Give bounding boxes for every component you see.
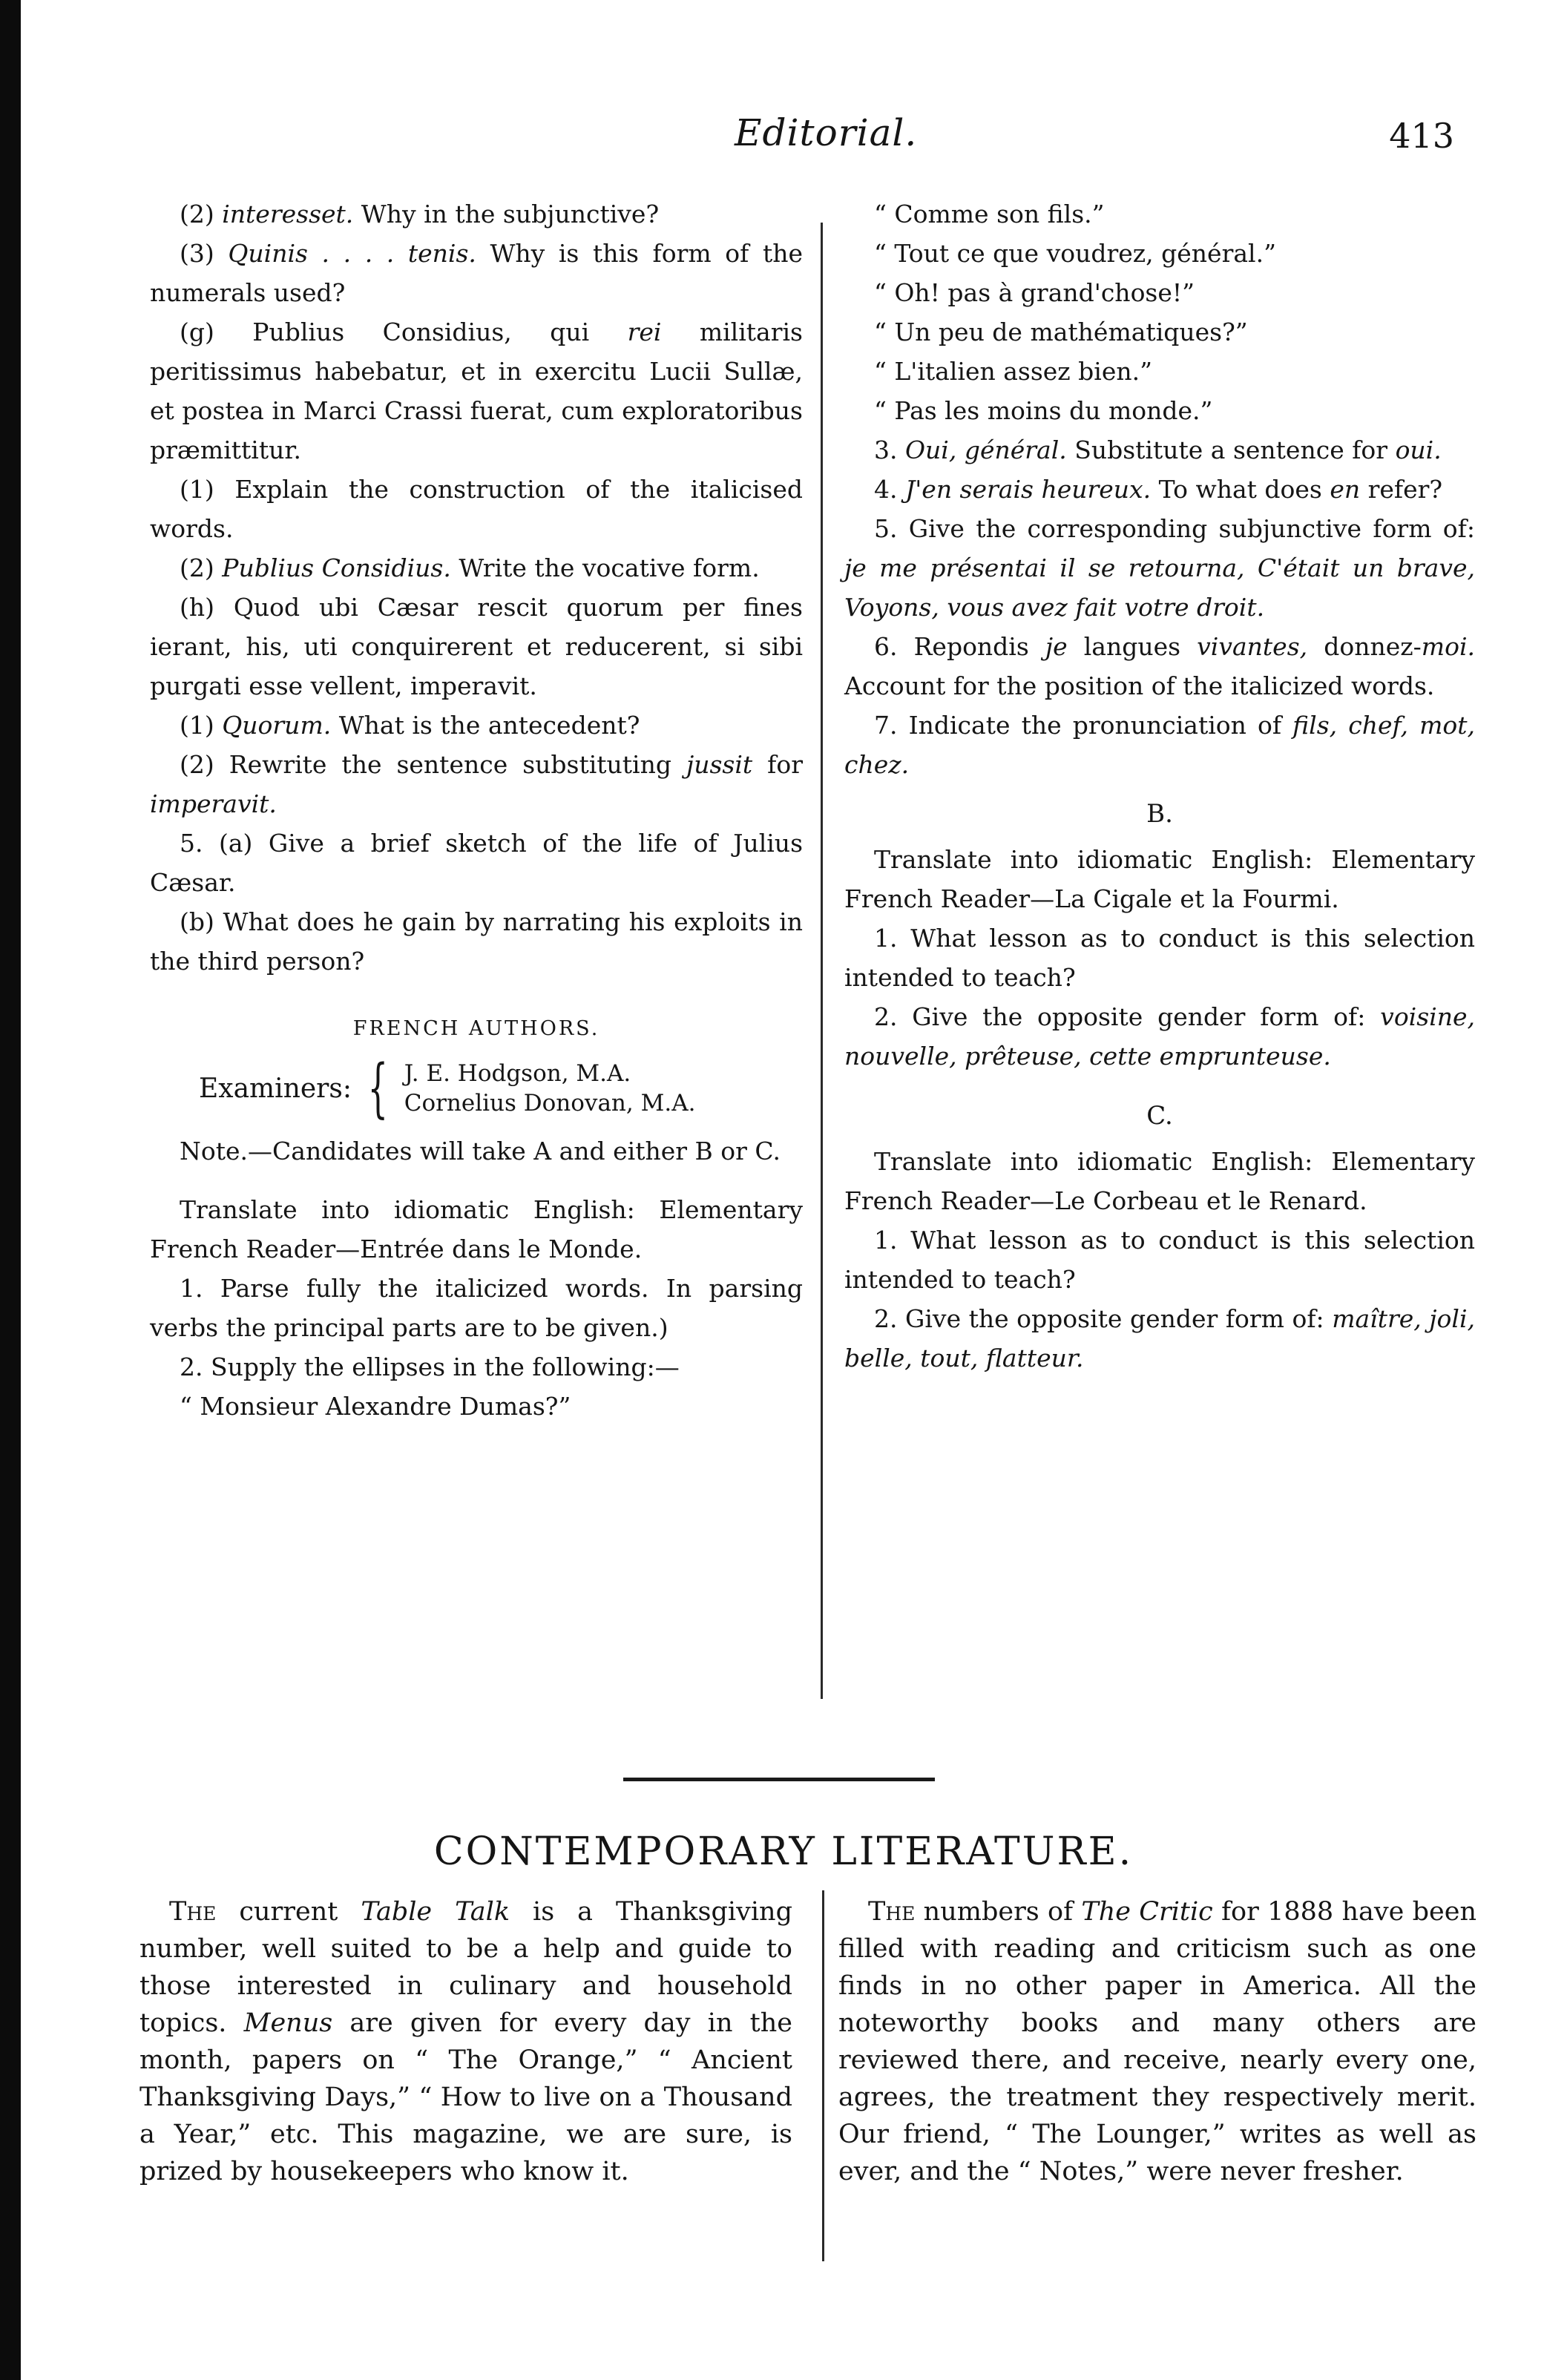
scan-edge-bar (0, 0, 21, 2380)
page-number: 413 (1389, 116, 1454, 156)
question-item: (2) interesset. Why in the subjunctive? (180, 200, 660, 229)
french-authors-heading: FRENCH AUTHORS. (352, 1017, 600, 1040)
question-item: 5. Give the corresponding subjunctive form of: je me présentai il se retourna, C'était un brave, Voyons, vous avez fait votre droit. (844, 514, 1475, 622)
literature-column-divider (822, 1890, 824, 2261)
question-item: 3. Oui, général. Substitute a sentence for oui. (874, 435, 1442, 464)
review-paragraph: The numbers of The Critic for 1888 have been filled with reading and criticism such as one finds in no other paper in America. All the noteworthy books and many others are reviewed there, and receive, nearly every one, agrees, the treatment they respectively merit. Our friend, “ The Lounger,” writes as well as ever, and the “ Notes,” were never fresher. (838, 1897, 1476, 2186)
question-item: 2. Supply the ellipses in the following:— (180, 1352, 680, 1381)
translate-instruction: Translate into idiomatic English: Elementary French Reader—La Cigale et la Fourmi. (844, 845, 1475, 913)
question-item: (2) Publius Considius. Write the vocative form. (180, 553, 760, 582)
quoted-line: “ Monsieur Alexandre Dumas?” (180, 1392, 571, 1421)
quoted-line: “ Tout ce que voudrez, général.” (874, 239, 1276, 268)
question-item: 2. Give the opposite gender form of: voisine, nouvelle, prêteuse, cette emprunteuse. (844, 1002, 1475, 1071)
question-item: 1. What lesson as to conduct is this selection intended to teach? (844, 1226, 1475, 1294)
candidates-note: Note.—Candidates will take A and either B or C. (180, 1137, 781, 1166)
brace-glyph: { (367, 1051, 389, 1125)
examiners-label: Examiners: (199, 1073, 352, 1104)
literature-right-column (838, 1893, 1476, 2190)
section-divider-rule (623, 1778, 935, 1781)
question-item: 2. Give the opposite gender form of: maître, joli, belle, tout, flatteur. (844, 1304, 1475, 1373)
translate-instruction: Translate into idiomatic English: Elementary French Reader—Le Corbeau et le Renard. (844, 1147, 1475, 1215)
translate-instruction: Translate into idiomatic English: Elementary French Reader—Entrée dans le Monde. (150, 1195, 803, 1263)
question-item: 5. (a) Give a brief sketch of the life of Julius Cæsar. (150, 829, 803, 897)
examiners-block (150, 1051, 803, 1125)
quoted-line: “ Comme son fils.” (874, 200, 1105, 229)
quoted-line: “ L'italien assez bien.” (874, 357, 1152, 386)
question-item: (b) What does he gain by narrating his exploits in the third person? (150, 907, 803, 976)
contemporary-literature-title: CONTEMPORARY LITERATURE. (433, 1830, 1134, 1874)
literature-left-column (139, 1893, 792, 2190)
question-item: 7. Indicate the pronunciation of fils, chef, mot, chez. (844, 711, 1476, 779)
section-c-heading: C. (1146, 1101, 1173, 1131)
latin-passage: (g) Publius Considius, qui rei militaris peritissimus habebatur, et in exercitu Lucii Sullæ, et postea in Marci Crassi fuerat, cum exploratoribus præmittitur. (150, 318, 803, 464)
review-paragraph: The current Table Talk is a Thanksgiving number, well suited to be a help and guide to those interested in culinary and household topics. Menus are given for every day in the month, papers on “ The Orange,” “ Ancient Thanksgiving Days,” “ How to live on a Thousand a Year,” etc. This magazine, we are sure, is prized by housekeepers who know it. (139, 1897, 793, 2186)
quoted-line: “ Un peu de mathématiques?” (874, 318, 1248, 346)
section-b-heading: B. (1146, 799, 1173, 829)
examiner-name: Cornelius Donovan, M.A. (404, 1090, 696, 1117)
question-item: 4. J'en serais heureux. To what does en refer? (874, 475, 1443, 504)
examiner-names (404, 1059, 696, 1118)
question-item: 6. Repondis je langues vivantes, donnez-moi. Account for the position of the italicized words. (844, 632, 1476, 700)
left-column (150, 194, 803, 1426)
question-item: (1) Explain the construction of the italicised words. (150, 475, 803, 543)
latin-passage: (h) Quod ubi Cæsar rescit quorum per fines ierant, his, uti conquirerent et reducerent, si sibi purgati esse vellent, imperavit. (150, 593, 803, 700)
quoted-line: “ Pas les moins du monde.” (874, 396, 1213, 425)
question-item: (2) Rewrite the sentence substituting jussit for imperavit. (150, 750, 803, 818)
right-column (844, 194, 1475, 1378)
examiner-name: J. E. Hodgson, M.A. (404, 1060, 631, 1087)
quoted-line: “ Oh! pas à grand'chose!” (874, 278, 1195, 307)
question-item: (1) Quorum. What is the antecedent? (180, 711, 640, 740)
question-item: 1. Parse fully the italicized words. In parsing verbs the principal parts are to be given.) (150, 1274, 803, 1342)
question-item: 1. What lesson as to conduct is this selection intended to teach? (844, 924, 1475, 992)
running-head: Editorial. (735, 111, 918, 154)
question-item: (3) Quinis . . . . tenis. Why is this form of the numerals used? (150, 239, 803, 307)
column-divider (821, 223, 823, 1699)
